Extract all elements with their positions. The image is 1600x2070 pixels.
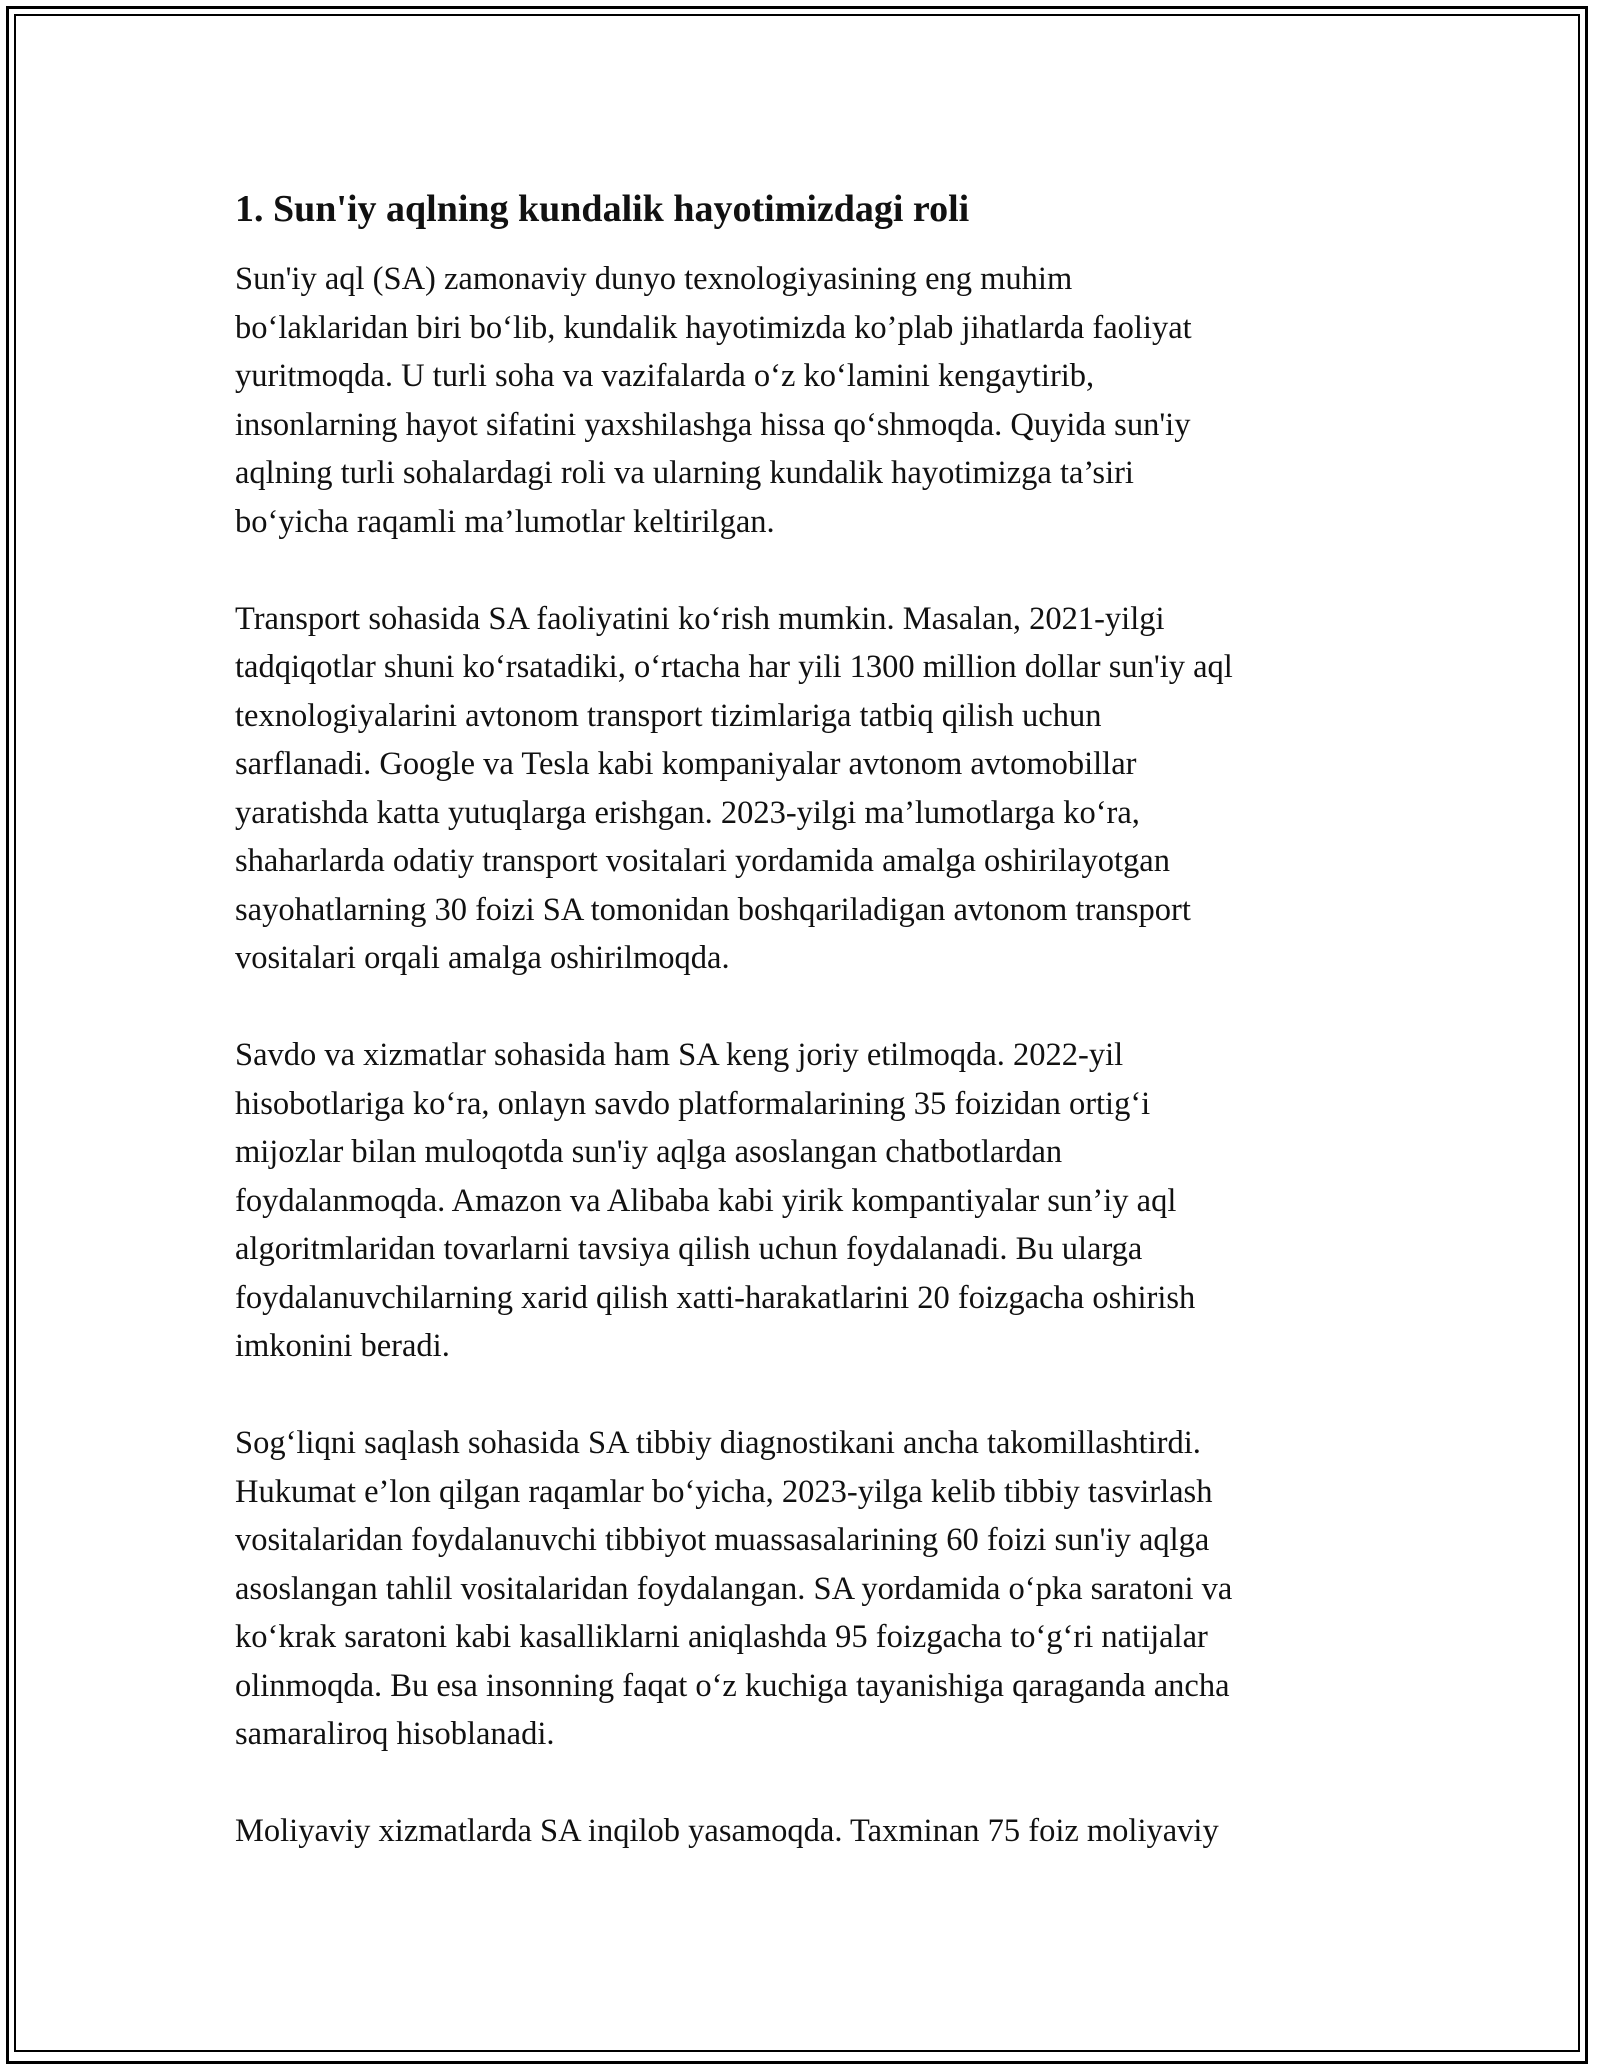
text-line: Moliyaviy xizmatlarda SA inqilob yasamoqda. Taxminan 75 foiz moliyaviy [235,1813,1219,1849]
text-line: Savdo va xizmatlar sohasida ham SA keng joriy etilmoqda. 2022-yil [235,1037,1124,1073]
text-line: foydalanmoqda. Amazon va Alibaba kabi yirik kompantiyalar sun’iy aql [235,1182,1177,1219]
text-line: sayohatlarning 30 foizi SA tomonidan boshqariladigan avtonom transport [235,891,1191,928]
text-line: texnologiyalarini avtonom transport tizimlariga tatbiq qilish uchun [235,697,1102,734]
text-line: hisobotlariga ko‘ra, onlayn savdo platformalarining 35 foizidan ortig‘i [235,1085,1151,1122]
paragraph-transport [235,595,1375,983]
text-line: shaharlarda odatiy transport vositalari yordamida amalga oshirilayotgan [235,843,1170,879]
section-title: 1. Sun'iy aqlning kundalik hayotimizdagi roli [235,188,970,230]
text-line: samaraliroq hisoblanadi. [235,1716,555,1752]
text-line: asoslangan tahlil vositalaridan foydalangan. SA yordamida o‘pka saratoni va [235,1570,1233,1607]
paragraph-intro [235,255,1375,546]
text-line: vositalari orqali amalga oshirilmoqda. [235,940,730,976]
text-line: Transport sohasida SA faoliyatini ko‘rish mumkin. Masalan, 2021-yilgi [235,600,1165,637]
paragraph-trade [235,1031,1375,1371]
text-line: sarflanadi. Google va Tesla kabi kompaniyalar avtonom avtomobillar [235,746,1137,782]
document-body [235,185,1375,1904]
text-line: yaratishda katta yutuqlarga erishgan. 2023-yilgi ma’lumotlarga ko‘ra, [235,794,1140,831]
text-line: bo‘yicha raqamli ma’lumotlar keltirilgan. [235,503,775,540]
text-line: Sog‘liqni saqlash sohasida SA tibbiy diagnostikani ancha takomillashtirdi. [235,1425,1201,1461]
text-line: tadqiqotlar shuni ko‘rsatadiki, o‘rtacha har yili 1300 million dollar sun'iy aql [235,649,1233,685]
paragraph-finance [235,1807,1375,1856]
text-line: insonlarning hayot sifatini yaxshilashga hissa qo‘shmoqda. Quyida sun'iy [235,406,1191,443]
text-line: Sun'iy aql (SA) zamonaviy dunyo texnologiyasining eng muhim [235,261,1073,297]
text-line: foydalanuvchilarning xarid qilish xatti-harakatlarini 20 foizgacha oshirish [235,1279,1196,1316]
text-line: Hukumat e’lon qilgan raqamlar bo‘yicha, 2023-yilga kelib tibbiy tasvirlash [235,1473,1213,1510]
text-line: ko‘krak saratoni kabi kasalliklarni aniqlashda 95 foizgacha to‘g‘ri natijalar [235,1619,1208,1655]
text-line: aqlning turli sohalardagi roli va ularning kundalik hayotimizga ta’siri [235,455,1134,491]
text-line: algoritmlaridan tovarlarni tavsiya qilish uchun foydalanadi. Bu ularga [235,1231,1143,1267]
text-line: bo‘laklaridan biri bo‘lib, kundalik hayotimizda ko’plab jihatlarda faoliyat [235,309,1192,346]
text-line: mijozlar bilan muloqotda sun'iy aqlga asoslangan chatbotlardan [235,1134,1063,1170]
text-line: imkonini beradi. [235,1328,450,1364]
text-line: vositalaridan foydalanuvchi tibbiyot muassasalarining 60 foizi sun'iy aqlga [235,1522,1210,1558]
paragraph-healthcare [235,1419,1375,1759]
text-line: olinmoqda. Bu esa insonning faqat o‘z kuchiga tayanishiga qaraganda ancha [235,1667,1230,1704]
text-line: yuritmoqda. U turli soha va vazifalarda o‘z ko‘lamini kengaytirib, [235,358,1095,394]
